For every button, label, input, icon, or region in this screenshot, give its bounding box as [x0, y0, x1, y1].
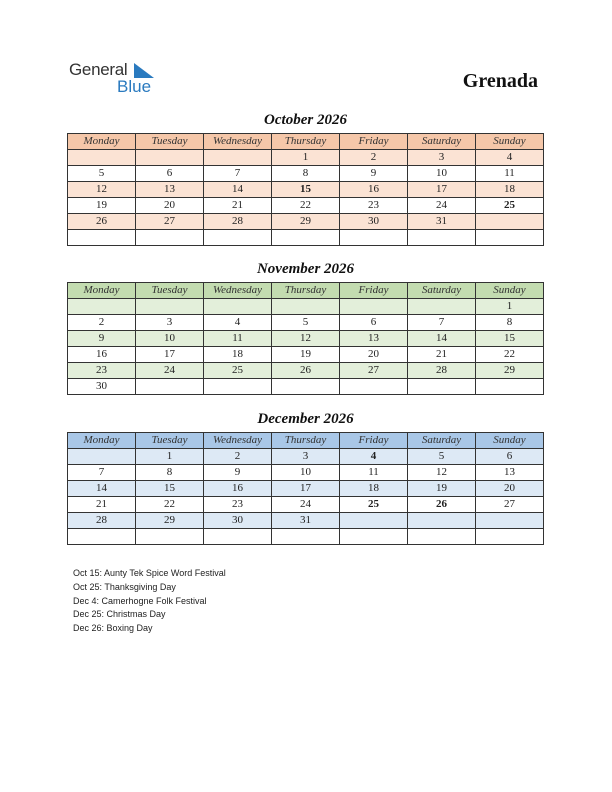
- day-cell: 9: [340, 166, 408, 182]
- day-cell: 27: [136, 214, 204, 230]
- day-cell: 4: [204, 315, 272, 331]
- empty-day-cell: [204, 299, 272, 315]
- day-cell: 17: [408, 182, 476, 198]
- empty-day-cell: [204, 379, 272, 395]
- day-cell: 10: [272, 465, 340, 481]
- month-title-october: October 2026: [264, 112, 347, 128]
- day-cell: 25: [204, 363, 272, 379]
- day-cell: 23: [340, 198, 408, 214]
- week-row: [68, 315, 544, 331]
- holiday-note: Oct 25: Thanksgiving Day: [73, 581, 176, 592]
- empty-day-cell: [476, 230, 544, 246]
- week-row: [68, 449, 544, 465]
- day-cell: 16: [340, 182, 408, 198]
- week-row: [68, 465, 544, 481]
- empty-day-cell: [340, 529, 408, 545]
- day-cell: 2: [340, 150, 408, 166]
- empty-day-cell: [204, 529, 272, 545]
- logo-text-blue: Blue: [117, 77, 152, 96]
- day-cell: 23: [68, 363, 136, 379]
- weekday-header: Thursday: [272, 134, 340, 150]
- day-cell: 5: [408, 449, 476, 465]
- weekday-header: Sunday: [476, 134, 544, 150]
- generalblue-logo: [69, 60, 169, 96]
- weekday-header: Sunday: [476, 433, 544, 449]
- day-cell: 21: [408, 347, 476, 363]
- empty-day-cell: [340, 299, 408, 315]
- month-title-november: November 2026: [256, 261, 355, 277]
- day-cell: 7: [204, 166, 272, 182]
- day-cell: 30: [68, 379, 136, 395]
- day-cell: 11: [340, 465, 408, 481]
- day-cell: 30: [204, 513, 272, 529]
- month-title-december: December 2026: [257, 411, 354, 427]
- day-cell: 8: [476, 315, 544, 331]
- week-row: [68, 230, 544, 246]
- day-cell: 17: [272, 481, 340, 497]
- day-cell: 16: [68, 347, 136, 363]
- day-cell: 14: [68, 481, 136, 497]
- week-row: [68, 347, 544, 363]
- day-cell: 25: [476, 198, 544, 214]
- day-cell: 7: [408, 315, 476, 331]
- logo-flag-icon: [134, 63, 154, 78]
- day-cell: 25: [340, 497, 408, 513]
- holiday-note: Dec 25: Christmas Day: [73, 609, 166, 620]
- day-cell: 23: [204, 497, 272, 513]
- weekday-header-row: [68, 433, 544, 449]
- week-row: [68, 379, 544, 395]
- weekday-header: Sunday: [476, 283, 544, 299]
- logo-text-general: General: [69, 60, 128, 79]
- day-cell: 13: [340, 331, 408, 347]
- day-cell: 28: [204, 214, 272, 230]
- empty-day-cell: [408, 513, 476, 529]
- day-cell: 28: [68, 513, 136, 529]
- day-cell: 6: [476, 449, 544, 465]
- empty-day-cell: [476, 529, 544, 545]
- empty-day-cell: [136, 150, 204, 166]
- day-cell: 26: [408, 497, 476, 513]
- day-cell: 12: [68, 182, 136, 198]
- day-cell: 9: [204, 465, 272, 481]
- day-cell: 10: [408, 166, 476, 182]
- day-cell: 22: [136, 497, 204, 513]
- day-cell: 12: [272, 331, 340, 347]
- calendar-october: [67, 133, 544, 246]
- weekday-header: Thursday: [272, 283, 340, 299]
- day-cell: 19: [68, 198, 136, 214]
- holiday-note: Oct 15: Aunty Tek Spice Word Festival: [73, 568, 226, 578]
- day-cell: 19: [272, 347, 340, 363]
- day-cell: 20: [476, 481, 544, 497]
- day-cell: 9: [68, 331, 136, 347]
- weekday-header-row: [68, 283, 544, 299]
- day-cell: 1: [272, 150, 340, 166]
- weekday-header: Monday: [68, 433, 136, 449]
- calendar-december: [67, 432, 544, 545]
- empty-day-cell: [408, 529, 476, 545]
- day-cell: 26: [68, 214, 136, 230]
- day-cell: 11: [204, 331, 272, 347]
- day-cell: 13: [136, 182, 204, 198]
- day-cell: 29: [476, 363, 544, 379]
- day-cell: 3: [136, 315, 204, 331]
- country-title: Grenada: [462, 70, 538, 92]
- weekday-header: Wednesday: [204, 433, 272, 449]
- week-row: [68, 513, 544, 529]
- day-cell: 13: [476, 465, 544, 481]
- day-cell: 21: [68, 497, 136, 513]
- day-cell: 24: [408, 198, 476, 214]
- day-cell: 31: [408, 214, 476, 230]
- empty-day-cell: [136, 379, 204, 395]
- empty-day-cell: [408, 299, 476, 315]
- day-cell: 5: [68, 166, 136, 182]
- day-cell: 1: [136, 449, 204, 465]
- empty-day-cell: [476, 513, 544, 529]
- week-row: [68, 214, 544, 230]
- empty-day-cell: [68, 150, 136, 166]
- day-cell: 8: [272, 166, 340, 182]
- day-cell: 11: [476, 166, 544, 182]
- empty-day-cell: [204, 230, 272, 246]
- day-cell: 10: [136, 331, 204, 347]
- day-cell: 18: [204, 347, 272, 363]
- empty-day-cell: [476, 214, 544, 230]
- day-cell: 26: [272, 363, 340, 379]
- week-row: [68, 331, 544, 347]
- weekday-header: Monday: [68, 134, 136, 150]
- empty-day-cell: [340, 379, 408, 395]
- day-cell: 16: [204, 481, 272, 497]
- day-cell: 28: [408, 363, 476, 379]
- day-cell: 5: [272, 315, 340, 331]
- calendar-november: [67, 282, 544, 395]
- day-cell: 14: [204, 182, 272, 198]
- day-cell: 12: [408, 465, 476, 481]
- holiday-note: Dec 4: Camerhogne Folk Festival: [73, 595, 207, 606]
- weekday-header: Friday: [340, 134, 408, 150]
- weekday-header: Monday: [68, 283, 136, 299]
- holiday-notes: [73, 567, 226, 636]
- day-cell: 15: [136, 481, 204, 497]
- day-cell: 19: [408, 481, 476, 497]
- day-cell: 24: [272, 497, 340, 513]
- day-cell: 7: [68, 465, 136, 481]
- day-cell: 4: [340, 449, 408, 465]
- weekday-header: Tuesday: [136, 283, 204, 299]
- day-cell: 29: [136, 513, 204, 529]
- day-cell: 20: [340, 347, 408, 363]
- empty-day-cell: [136, 529, 204, 545]
- empty-day-cell: [136, 230, 204, 246]
- week-row: [68, 166, 544, 182]
- weekday-header-row: [68, 134, 544, 150]
- empty-day-cell: [68, 230, 136, 246]
- day-cell: 15: [272, 182, 340, 198]
- day-cell: 21: [204, 198, 272, 214]
- day-cell: 31: [272, 513, 340, 529]
- empty-day-cell: [68, 449, 136, 465]
- empty-day-cell: [272, 230, 340, 246]
- day-cell: 6: [136, 166, 204, 182]
- empty-day-cell: [408, 379, 476, 395]
- week-row: [68, 497, 544, 513]
- weekday-header: Tuesday: [136, 433, 204, 449]
- day-cell: 22: [476, 347, 544, 363]
- empty-day-cell: [136, 299, 204, 315]
- week-row: [68, 198, 544, 214]
- week-row: [68, 299, 544, 315]
- empty-day-cell: [272, 529, 340, 545]
- weekday-header: Wednesday: [204, 134, 272, 150]
- empty-day-cell: [68, 299, 136, 315]
- day-cell: 27: [340, 363, 408, 379]
- day-cell: 14: [408, 331, 476, 347]
- empty-day-cell: [340, 513, 408, 529]
- empty-day-cell: [68, 529, 136, 545]
- empty-day-cell: [204, 150, 272, 166]
- day-cell: 2: [68, 315, 136, 331]
- weekday-header: Saturday: [408, 134, 476, 150]
- weekday-header: Friday: [340, 433, 408, 449]
- week-row: [68, 363, 544, 379]
- weekday-header: Tuesday: [136, 134, 204, 150]
- empty-day-cell: [476, 379, 544, 395]
- weekday-header: Friday: [340, 283, 408, 299]
- day-cell: 4: [476, 150, 544, 166]
- empty-day-cell: [272, 379, 340, 395]
- empty-day-cell: [408, 230, 476, 246]
- day-cell: 18: [476, 182, 544, 198]
- week-row: [68, 481, 544, 497]
- holiday-note: Dec 26: Boxing Day: [73, 623, 153, 634]
- day-cell: 15: [476, 331, 544, 347]
- weekday-header: Saturday: [408, 433, 476, 449]
- weekday-header: Wednesday: [204, 283, 272, 299]
- day-cell: 30: [340, 214, 408, 230]
- day-cell: 18: [340, 481, 408, 497]
- day-cell: 27: [476, 497, 544, 513]
- day-cell: 2: [204, 449, 272, 465]
- day-cell: 17: [136, 347, 204, 363]
- day-cell: 20: [136, 198, 204, 214]
- day-cell: 24: [136, 363, 204, 379]
- weekday-header: Saturday: [408, 283, 476, 299]
- day-cell: 6: [340, 315, 408, 331]
- week-row: [68, 182, 544, 198]
- empty-day-cell: [272, 299, 340, 315]
- day-cell: 8: [136, 465, 204, 481]
- week-row: [68, 529, 544, 545]
- day-cell: 1: [476, 299, 544, 315]
- day-cell: 22: [272, 198, 340, 214]
- day-cell: 29: [272, 214, 340, 230]
- day-cell: 3: [272, 449, 340, 465]
- day-cell: 3: [408, 150, 476, 166]
- empty-day-cell: [340, 230, 408, 246]
- weekday-header: Thursday: [272, 433, 340, 449]
- week-row: [68, 150, 544, 166]
